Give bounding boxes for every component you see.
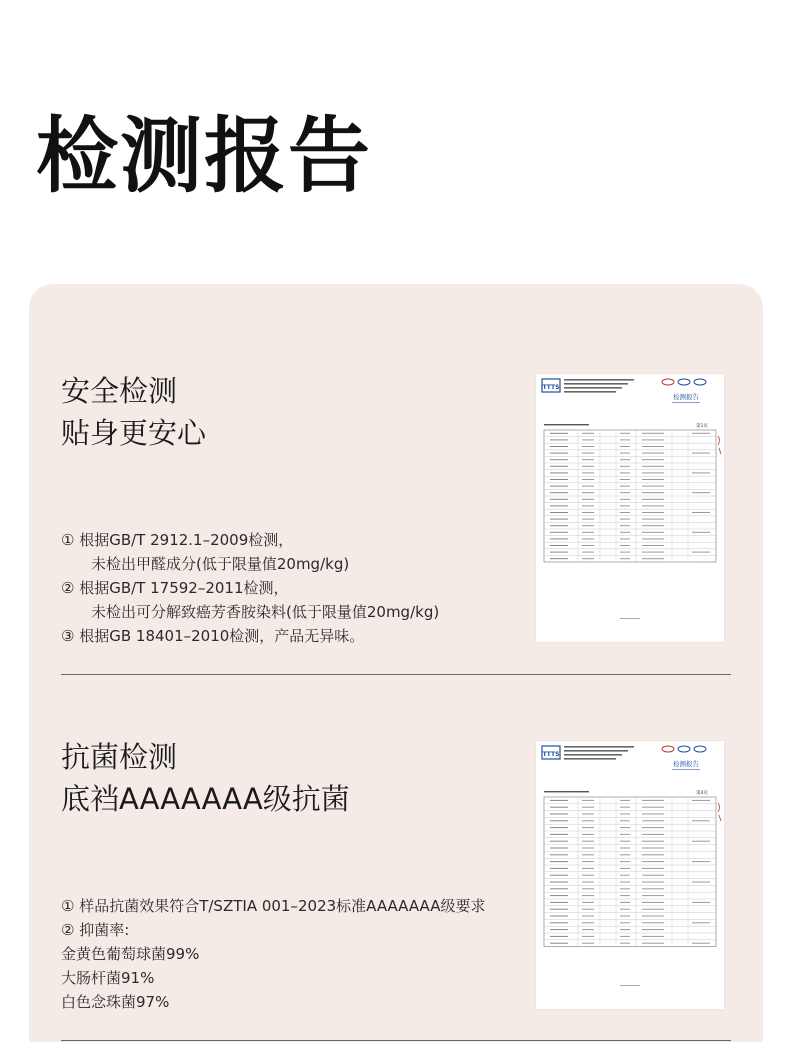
cell-text <box>642 538 664 539</box>
cell-text <box>550 532 568 533</box>
report-document <box>536 741 724 1009</box>
header-line <box>564 379 634 381</box>
cell-text <box>550 882 568 883</box>
section-divider <box>61 674 731 675</box>
cell-text <box>642 882 664 883</box>
cell-text <box>692 492 710 493</box>
cell-text <box>620 552 630 553</box>
cell-text <box>582 841 594 842</box>
footer-line <box>620 985 640 986</box>
body-line: 大肠杆菌91% <box>61 969 155 987</box>
cell-text <box>620 433 630 434</box>
cert-mark-icon <box>662 746 674 752</box>
subtitle-line <box>672 402 700 403</box>
cell-text <box>620 875 630 876</box>
cell-text <box>642 800 664 801</box>
cell-text <box>550 479 568 480</box>
cell-text <box>642 545 664 546</box>
heading-line: 抗菌检测 <box>61 740 178 774</box>
cert-mark-icon <box>694 379 706 385</box>
header-line <box>564 387 622 389</box>
cell-text <box>642 499 664 500</box>
cell-text <box>550 512 568 513</box>
section-body-antibacterial <box>61 894 485 1014</box>
cell-text <box>620 895 630 896</box>
cell-text <box>620 453 630 454</box>
cell-text <box>620 807 630 808</box>
cell-text <box>582 807 594 808</box>
cell-text <box>550 499 568 500</box>
cell-text <box>582 902 594 903</box>
subtitle-line <box>672 769 700 770</box>
report-document <box>536 374 724 642</box>
section-heading-antibacterial <box>61 736 350 820</box>
body-line: ③ 根据GB 18401–2010检测，产品无异味。 <box>61 627 365 645</box>
cell-text <box>642 848 664 849</box>
cell-text <box>642 909 664 910</box>
cell-text <box>620 466 630 467</box>
cell-text <box>550 854 568 855</box>
cell-text <box>582 916 594 917</box>
cell-text <box>582 882 594 883</box>
cell-text <box>550 453 568 454</box>
handwritten-mark <box>718 436 721 454</box>
cell-text <box>642 895 664 896</box>
cell-text <box>642 916 664 917</box>
cell-text <box>620 861 630 862</box>
content-panel <box>29 284 763 1042</box>
cell-text <box>620 446 630 447</box>
cell-text <box>582 552 594 553</box>
body-line: ① 根据GB/T 2912.1–2009检测， <box>61 531 294 549</box>
cell-text <box>620 854 630 855</box>
cell-text <box>692 472 710 473</box>
header-line <box>564 754 622 756</box>
cell-text <box>582 545 594 546</box>
cell-text <box>642 558 664 559</box>
body-line: ① 样品抗菌效果符合T/SZTIA 001–2023标准AAAAAAA级要求 <box>61 897 486 915</box>
cell-text <box>642 820 664 821</box>
cell-text <box>642 519 664 520</box>
cell-text <box>642 472 664 473</box>
cell-text <box>550 814 568 815</box>
report-title: 检测报告 <box>673 760 699 768</box>
cell-text <box>582 834 594 835</box>
cell-text <box>642 868 664 869</box>
cell-text <box>550 868 568 869</box>
heading-line: 安全检测 <box>61 374 178 408</box>
cell-text <box>620 486 630 487</box>
heading-line: 贴身更安心 <box>61 416 207 450</box>
cell-text <box>620 492 630 493</box>
cell-text <box>582 943 594 944</box>
cert-mark-icon <box>678 379 690 385</box>
body-line: 白色念珠菌97% <box>61 993 170 1011</box>
cell-text <box>642 943 664 944</box>
cell-text <box>582 459 594 460</box>
cell-text <box>620 499 630 500</box>
cell-text <box>642 486 664 487</box>
cell-text <box>692 552 710 553</box>
cell-text <box>620 868 630 869</box>
cell-text <box>692 512 710 513</box>
cell-text <box>550 545 568 546</box>
cell-text <box>620 834 630 835</box>
cell-text <box>642 827 664 828</box>
cell-text <box>620 841 630 842</box>
cell-text <box>550 472 568 473</box>
cell-text <box>642 902 664 903</box>
cell-text <box>550 861 568 862</box>
cell-text <box>620 916 630 917</box>
cell-text <box>582 888 594 889</box>
cell-text <box>620 929 630 930</box>
cell-text <box>692 532 710 533</box>
cell-text <box>620 472 630 473</box>
cell-text <box>550 834 568 835</box>
cell-text <box>582 861 594 862</box>
cell-text <box>642 479 664 480</box>
cell-text <box>620 814 630 815</box>
cell-text <box>582 479 594 480</box>
heading-line: 底裆AAAAAAA级抗菌 <box>61 782 350 816</box>
cell-text <box>582 512 594 513</box>
cell-text <box>550 800 568 801</box>
cell-text <box>620 820 630 821</box>
cell-text <box>692 902 710 903</box>
body-line: ② 抑菌率: <box>61 921 130 939</box>
cell-text <box>550 820 568 821</box>
cell-text <box>582 875 594 876</box>
cert-mark-icon <box>694 746 706 752</box>
cell-text <box>582 505 594 506</box>
cell-text <box>642 453 664 454</box>
cell-text <box>550 552 568 553</box>
cell-text <box>692 861 710 862</box>
cell-text <box>620 902 630 903</box>
cell-text <box>550 459 568 460</box>
report-thumbnail-safety[interactable] <box>536 374 724 642</box>
cell-text <box>642 505 664 506</box>
report-number-line <box>544 424 589 425</box>
cell-text <box>620 545 630 546</box>
header-line <box>564 758 616 760</box>
cell-text <box>620 479 630 480</box>
cell-text <box>550 558 568 559</box>
cell-text <box>692 922 710 923</box>
cell-text <box>550 525 568 526</box>
cell-text <box>642 861 664 862</box>
cell-text <box>582 936 594 937</box>
cell-text <box>550 505 568 506</box>
cell-text <box>550 922 568 923</box>
cell-text <box>550 466 568 467</box>
cell-text <box>620 848 630 849</box>
logo-text: TTTS <box>542 751 560 758</box>
cell-text <box>620 882 630 883</box>
section-body-safety <box>61 528 439 648</box>
cell-text <box>642 922 664 923</box>
cell-text <box>692 882 710 883</box>
cell-text <box>642 929 664 930</box>
cell-text <box>620 538 630 539</box>
cell-text <box>582 519 594 520</box>
cell-text <box>550 439 568 440</box>
cell-text <box>642 532 664 533</box>
cell-text <box>550 848 568 849</box>
cell-text <box>642 459 664 460</box>
cell-text <box>582 499 594 500</box>
cell-text <box>642 875 664 876</box>
cell-text <box>642 525 664 526</box>
cell-text <box>620 558 630 559</box>
cell-text <box>642 446 664 447</box>
cell-text <box>620 922 630 923</box>
cell-text <box>620 439 630 440</box>
cell-text <box>620 512 630 513</box>
cell-text <box>620 532 630 533</box>
cell-text <box>550 895 568 896</box>
cell-text <box>582 538 594 539</box>
cell-text <box>582 486 594 487</box>
cell-text <box>692 820 710 821</box>
cell-text <box>620 888 630 889</box>
cell-text <box>692 841 710 842</box>
cell-text <box>582 909 594 910</box>
cell-text <box>550 538 568 539</box>
cell-text <box>620 519 630 520</box>
page-number: 第1页 <box>696 424 708 429</box>
cell-text <box>642 512 664 513</box>
cell-text <box>582 820 594 821</box>
cell-text <box>550 827 568 828</box>
cell-text <box>692 800 710 801</box>
cell-text <box>582 466 594 467</box>
cell-text <box>582 532 594 533</box>
cell-text <box>582 446 594 447</box>
cell-text <box>582 848 594 849</box>
cell-text <box>620 505 630 506</box>
cell-text <box>582 854 594 855</box>
body-line: 未检出可分解致癌芳香胺染料(低于限量值20mg/kg) <box>91 603 440 621</box>
footer-line <box>620 618 640 619</box>
cell-text <box>582 439 594 440</box>
cell-text <box>642 854 664 855</box>
cert-mark-icon <box>662 379 674 385</box>
cell-text <box>550 943 568 944</box>
cell-text <box>620 459 630 460</box>
cell-text <box>550 446 568 447</box>
cell-text <box>550 807 568 808</box>
cell-text <box>550 916 568 917</box>
cell-text <box>620 943 630 944</box>
cell-text <box>582 525 594 526</box>
cell-text <box>642 433 664 434</box>
cell-text <box>582 558 594 559</box>
cell-text <box>642 834 664 835</box>
cell-text <box>642 552 664 553</box>
cell-text <box>582 800 594 801</box>
body-line: ② 根据GB/T 17592–2011检测， <box>61 579 289 597</box>
cell-text <box>642 492 664 493</box>
cell-text <box>582 492 594 493</box>
body-line: 未检出甲醛成分(低于限量值20mg/kg) <box>91 555 350 573</box>
cell-text <box>582 929 594 930</box>
handwritten-mark <box>718 803 721 821</box>
cell-text <box>550 929 568 930</box>
cert-mark-icon <box>678 746 690 752</box>
header-line <box>564 750 628 752</box>
cell-text <box>620 525 630 526</box>
cell-text <box>550 902 568 903</box>
cell-text <box>550 492 568 493</box>
cell-text <box>642 466 664 467</box>
section-divider <box>61 1040 731 1041</box>
cell-text <box>692 943 710 944</box>
cell-text <box>582 895 594 896</box>
body-line: 金黄色葡萄球菌99% <box>61 945 200 963</box>
cell-text <box>582 453 594 454</box>
report-title: 检测报告 <box>673 393 699 401</box>
cell-text <box>642 814 664 815</box>
cell-text <box>550 909 568 910</box>
cell-text <box>550 888 568 889</box>
section-heading-safety <box>61 370 206 454</box>
report-number-line <box>544 791 589 792</box>
cell-text <box>620 800 630 801</box>
cell-text <box>582 827 594 828</box>
header-line <box>564 383 628 385</box>
cell-text <box>550 433 568 434</box>
cell-text <box>582 433 594 434</box>
cell-text <box>550 875 568 876</box>
cell-text <box>692 433 710 434</box>
logo-text: TTTS <box>542 384 560 391</box>
cell-text <box>550 519 568 520</box>
cell-text <box>582 814 594 815</box>
cell-text <box>642 841 664 842</box>
page-number: 第4页 <box>696 791 708 796</box>
report-thumbnail-antibacterial[interactable] <box>536 741 724 1009</box>
cell-text <box>582 868 594 869</box>
cell-text <box>620 827 630 828</box>
header-line <box>564 391 616 393</box>
cell-text <box>550 486 568 487</box>
cell-text <box>550 841 568 842</box>
cell-text <box>620 909 630 910</box>
cell-text <box>642 936 664 937</box>
page-title: 检测报告 <box>36 109 373 204</box>
cell-text <box>582 922 594 923</box>
cell-text <box>620 936 630 937</box>
cell-text <box>692 453 710 454</box>
cell-text <box>582 472 594 473</box>
cell-text <box>550 936 568 937</box>
header-line <box>564 746 634 748</box>
cell-text <box>642 807 664 808</box>
cell-text <box>642 439 664 440</box>
cell-text <box>642 888 664 889</box>
